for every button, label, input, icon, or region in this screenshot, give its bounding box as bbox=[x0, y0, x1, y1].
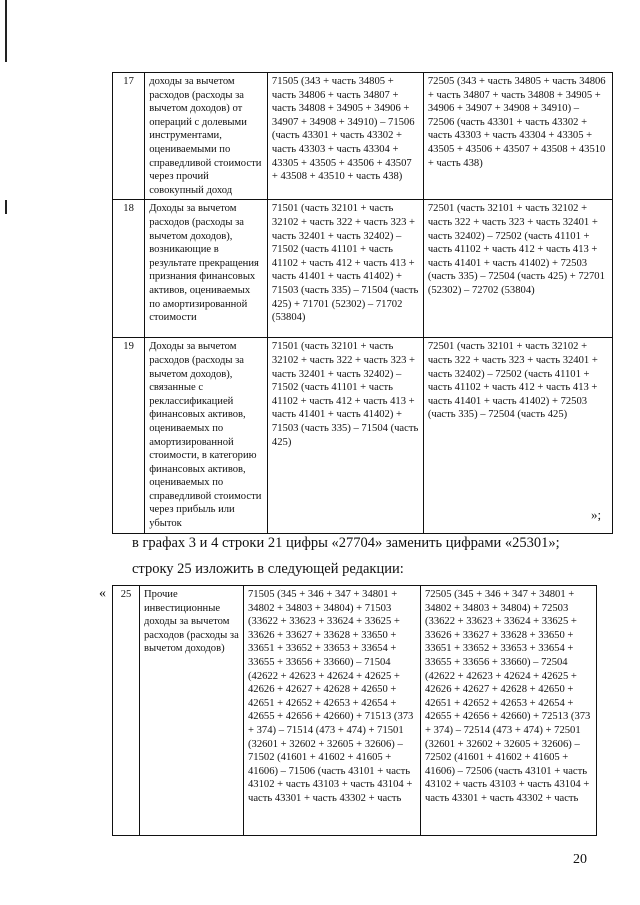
instruction-restate-row: строку 25 изложить в следующей редакции: bbox=[132, 561, 404, 577]
row-formula-col4: 72501 (часть 32101 + часть 32102 + часть 322 + часть 323 + часть 32401 + часть 32402) – 72502 (часть 41101 + часть 41102 + часть 412 + часть 413 + часть 41401 + часть 41402) + 72503 (часть 335) – 72504 (часть 425) + 72701 (52302) – 72702 (53804) bbox=[423, 200, 612, 338]
page-number: 20 bbox=[573, 852, 587, 867]
table-row-25 bbox=[112, 585, 597, 836]
instruction-replace-digits: в графах 3 и 4 строки 21 цифры «27704» заменить цифрами «25301»; bbox=[132, 535, 560, 551]
margin-mark-mid bbox=[5, 200, 7, 214]
row-number: 25 bbox=[113, 586, 140, 836]
row-formula-col4: 72505 (343 + часть 34805 + часть 34806 + часть 34807 + часть 34808 + 34905 + 34906 + 34907 + 34908 + 34910) – 72506 (часть 43301 + часть 43302 + часть 43303 + часть 43304 + 43305 + 43505 + 43506 + 43507 + 43508 + 43510 + часть 438) bbox=[423, 73, 612, 200]
table-rows-17-19 bbox=[112, 72, 613, 534]
row-description: Доходы за вычетом расходов (расходы за вычетом доходов), возникающие в результате прекращения признания финансовых активов, оцениваемых по амортизированной стоимости bbox=[145, 200, 268, 338]
row-description: Прочие инвестиционные доходы за вычетом расходов (расходы за вычетом доходов) bbox=[140, 586, 244, 836]
row-formula-col3: 71501 (часть 32101 + часть 32102 + часть 322 + часть 323 + часть 32401 + часть 32402) – 71502 (часть 41101 + часть 41102 + часть 412 + часть 413 + часть 41401 + часть 41402) + 71503 (часть 335) – 71504 (часть 425) + 71701 (52302) – 71702 (53804) bbox=[267, 200, 423, 338]
row-formula-col4: 72505 (345 + 346 + 347 + 34801 + 34802 + 34803 + 34804) + 72503 (33622 + 33623 + 33624 + 33625 + 33626 + 33627 + 33628 + 33650 + 33651 + 33652 + 33653 + 33654 + 33655 + 33656 + 33660) – 72504 (42622 + 42623 + 42624 + 42625 + 42626 + 42627 + 42628 + 42650 + 42651 + 42652 + 42653 + 42654 + 42655 + 42656 + 42660) + 72513 (373 + 374) – 72514 (473 + 474) + 72501 (32601 + 32602 + 32605 + 32606) – 72502 (41601 + 41602 + 41605 + 41606) – 72506 (часть 43101 + часть 43102 + часть 43103 + часть 43104 + часть 43301 + часть 43302 + часть bbox=[421, 586, 597, 836]
row-description: Доходы за вычетом расходов (расходы за вычетом доходов), связанные с реклассификацией финансовых активов, оцениваемых по амортизированной стоимости, в категорию финансовых активов, оцениваемых по справедливой стоимости через прибыль или убыток bbox=[145, 338, 268, 533]
table-row bbox=[113, 586, 597, 836]
row-number: 17 bbox=[113, 73, 145, 200]
row-number: 19 bbox=[113, 338, 145, 533]
row-number: 18 bbox=[113, 200, 145, 338]
table-row bbox=[113, 73, 613, 200]
table-row bbox=[113, 200, 613, 338]
opening-quote-mark: « bbox=[99, 586, 106, 601]
margin-mark-top bbox=[5, 0, 7, 62]
row-formula-col4: 72501 (часть 32101 + часть 32102 + часть 322 + часть 323 + часть 32401 + часть 32402) – 72502 (часть 41101 + часть 41102 + часть 412 + часть 413 + часть 41401 + часть 41402) + 72503 (часть 335) – 72504 (часть 425) bbox=[423, 338, 612, 533]
row-formula-col3: 71505 (345 + 346 + 347 + 34801 + 34802 + 34803 + 34804) + 71503 (33622 + 33623 + 33624 + 33625 + 33626 + 33627 + 33628 + 33650 + 33651 + 33652 + 33653 + 33654 + 33655 + 33656 + 33660) – 71504 (42622 + 42623 + 42624 + 42625 + 42626 + 42627 + 42628 + 42650 + 42651 + 42652 + 42653 + 42654 + 42655 + 42656 + 42660) + 71513 (373 + 374) – 71514 (473 + 474) + 71501 (32601 + 32602 + 32605 + 32606) – 71502 (41601 + 41602 + 41605 + 41606) – 71506 (часть 43101 + часть 43102 + часть 43103 + часть 43104 + часть 43301 + часть 43302 + часть bbox=[244, 586, 421, 836]
table-row bbox=[113, 338, 613, 533]
closing-quote-mark: »; bbox=[591, 507, 602, 522]
row-description: доходы за вычетом расходов (расходы за вычетом доходов) от операций с долевыми инструментами, оцениваемыми по справедливой стоимости через прочий совокупный доход bbox=[145, 73, 268, 200]
row-formula-col3: 71501 (часть 32101 + часть 32102 + часть 322 + часть 323 + часть 32401 + часть 32402) – 71502 (часть 41101 + часть 41102 + часть 412 + часть 413 + часть 41401 + часть 41402) + 71503 (часть 335) – 71504 (часть 425) bbox=[267, 338, 423, 533]
row-formula-col3: 71505 (343 + часть 34805 + часть 34806 + часть 34807 + часть 34808 + 34905 + 34906 + 34907 + 34908 + 34910) – 71506 (часть 43301 + часть 43302 + часть 43303 + часть 43304 + 43305 + 43505 + 43506 + 43507 + 43508 + 43510 + часть 438) bbox=[267, 73, 423, 200]
